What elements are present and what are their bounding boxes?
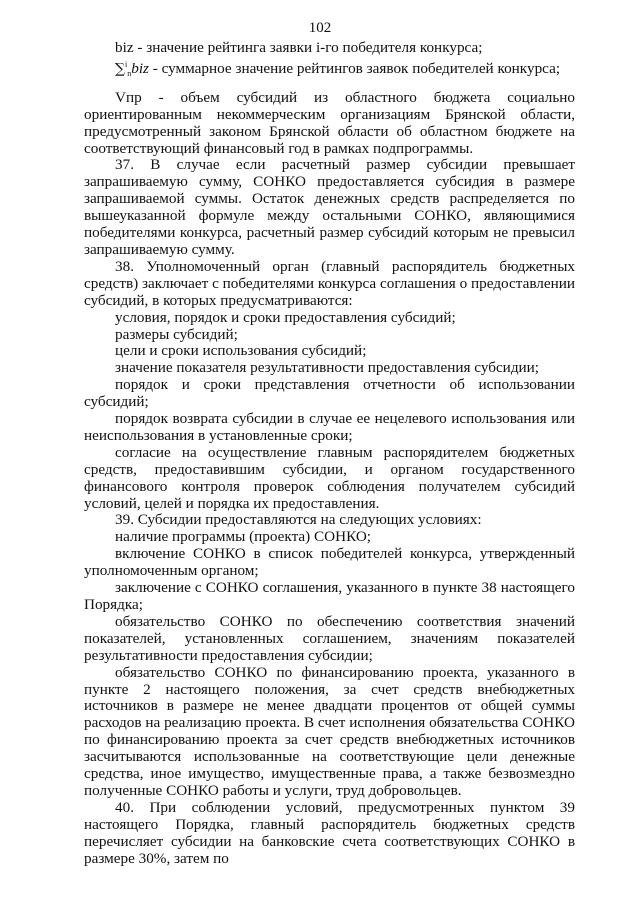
list-item: цели и сроки использования субсидий;: [115, 342, 367, 360]
list-item: включение СОНКО в список победителей конкурса, утвержденный уполномоченным органом;: [84, 545, 575, 580]
paragraph-39: 39. Субсидии предоставляются на следующих условиях:: [115, 511, 482, 529]
paragraph-40: 40. При соблюдении условий, предусмотренных пунктом 39 настоящего Порядка, главный распорядитель бюджетных средств перечисляет субсидии на банковские счета соответствующих СОНКО в размере 30%, затем по: [84, 798, 575, 867]
list-item: размеры субсидий;: [115, 325, 238, 343]
formula-sum-definition: [84, 57, 575, 83]
list-item: заключение с СОНКО соглашения, указанного в пункте 38 настоящего Порядка;: [84, 579, 575, 613]
sum-description: - суммарное значение рейтингов заявок победителей конкурса;: [148, 59, 561, 77]
sum-subscript: n: [127, 68, 132, 78]
list-item: порядок и сроки представления отчетности об использовании субсидий;: [84, 376, 575, 411]
document-body: [84, 40, 575, 868]
list-item: порядок возврата субсидии в случае ее нецелевого использования или неиспользования в установленные сроки;: [84, 410, 575, 444]
paragraph-37: 37. В случае если расчетный размер субсидии превышает запрашиваемую сумму, СОНКО предоставляется субсидия в размере запрашиваемой суммы. Остаток денежных средств распределяется по вышеуказанной формуле между остальными СОНКО, являющимися победителями конкурса, расчетный размер субсидий которым не превысил запрашиваемую сумму.: [84, 156, 575, 258]
formula-biz-definition: biz - значение рейтинга заявки i-го победителя конкурса;: [115, 39, 483, 56]
list-item: условия, порядок и сроки предоставления субсидий;: [115, 308, 456, 326]
paragraph-38: 38. Уполномоченный орган (главный распорядитель бюджетных средств) заключает с победителями конкурса соглашения о предоставлении субсидий, в которых предусматриваются:: [84, 257, 575, 309]
list-item: обязательство СОНКО по финансированию проекта, указанного в пункте 2 настоящего положения, за счет средств внебюджетных источников в размере не менее двадцати процентов от общей суммы расходов на реализацию проекта. В счет исполнения обязательства СОНКО по финансированию проекта за счет средств внебюджетных источников засчитываются использованные на соответствующие цели денежные средства, иное имущество, имущественные права, а также безвозмездно полученные СОНКО работы и услуги, труд добровольцев.: [84, 663, 575, 799]
page-number: 102: [308, 20, 332, 36]
list-item: обязательство СОНКО по обеспечению соответствия значений показателей, установленных соглашением, значениям показателей результативности предоставления субсидии;: [84, 612, 575, 664]
list-item: согласие на осуществление главным распорядителем бюджетных средств, предоставившим субсидии, и органом государственного финансового контроля проверок соблюдения получателем субсидий условий, целей и порядка их предоставления.: [84, 443, 575, 512]
list-item: наличие программы (проекта) СОНКО;: [115, 528, 372, 546]
sum-symbol: ∑: [115, 60, 125, 77]
sum-superscript: i: [125, 59, 128, 69]
sum-variable: biz: [131, 59, 149, 77]
paragraph-vpr: Vпр - объем субсидий из областного бюджета социально ориентированным некоммерческим организациям Брянской области, предусмотренный законом Брянской области об областном бюджете на соответствующий финансовый год в рамках подпрограммы.: [84, 88, 575, 157]
list-item: значение показателя результативности предоставления субсидии;: [115, 359, 540, 377]
